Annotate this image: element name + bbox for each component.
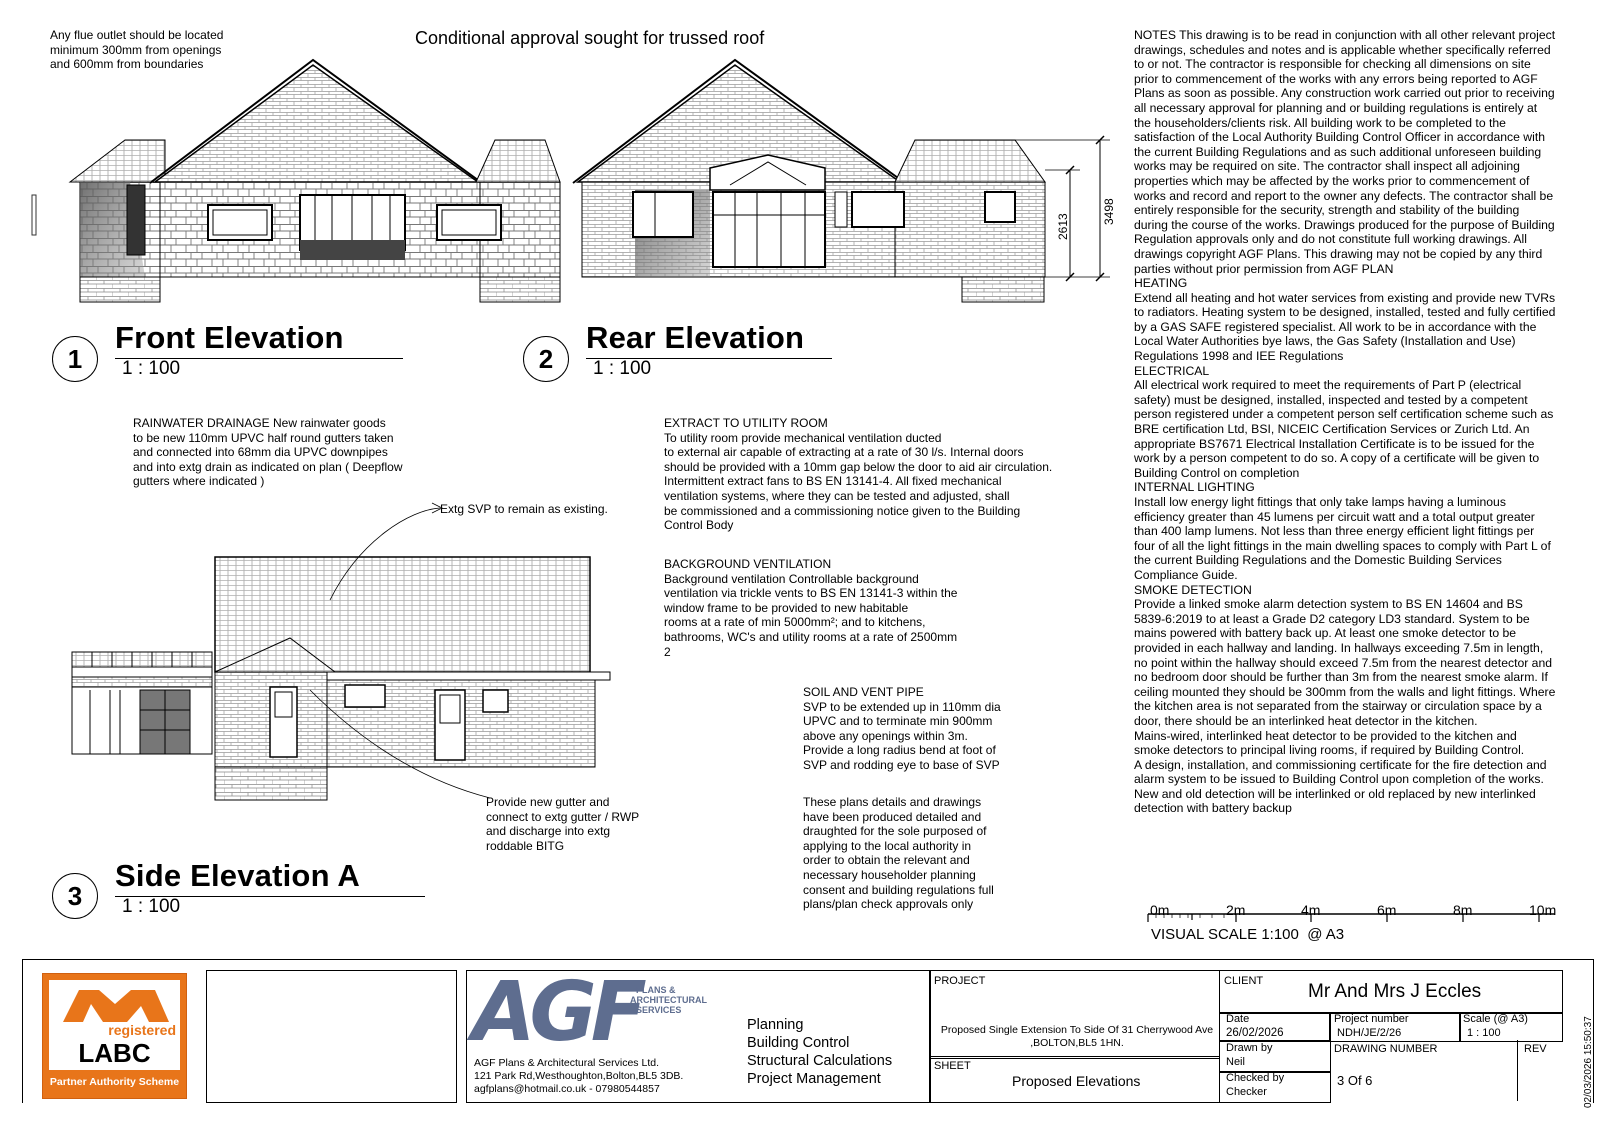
labc-registered: registered: [108, 1022, 176, 1038]
services-list: [747, 1016, 892, 1088]
dim-text-2613: 2613: [1056, 213, 1070, 240]
rev-label: REV: [1524, 1043, 1547, 1055]
scale-label-8: 8m: [1453, 902, 1473, 918]
background-ventilation-note: BACKGROUND VENTILATION Background ventilation Controllable background ventilation via trickle vents to BS EN 13141-3 within the window frame to be provided to new habitable rooms at a rate of min 5000mm²; and to kitchens, bathrooms, WC's and utility rooms at a rate of 2500mm 2: [664, 557, 958, 659]
agf-logo-text: AGF: [472, 965, 641, 1060]
front-elevation-scale: 1 : 100: [122, 358, 181, 379]
side-elevation-scale: 1 : 100: [122, 896, 181, 917]
notes-heading-smoke: SMOKE DETECTION: [1134, 582, 1252, 597]
agf-address: 121 Park Rd,Westhoughton,Bolton,BL5 3DB.: [474, 1070, 684, 1082]
notes-certificate: A design, installation, and commissioning certificate for the fire detection and alarm system to be issued to Building Control upon completion of the works.: [1134, 757, 1547, 787]
soil-vent-pipe-note: SOIL AND VENT PIPE SVP to be extended up in 110mm dia UPVC and to terminate min 900mm above any openings within 3m. Provide a long radius bend at foot of SVP and rodding eye to base of SVP: [803, 685, 1001, 772]
side-elevation-drawing: [72, 503, 610, 800]
svp-existing-note: Extg SVP to remain as existing.: [440, 502, 608, 516]
agf-logo-line2: ARCHITECTURAL: [630, 995, 707, 1005]
front-elevation-title: Front Elevation: [115, 320, 344, 355]
flue-note: Any flue outlet should be located minimum 300mm from openings and 600mm from boundaries: [50, 28, 224, 72]
rear-elevation-drawing: [573, 60, 1116, 302]
scale-label: Scale (@ A3): [1463, 1013, 1528, 1025]
side-elevation-title: Side Elevation A: [115, 858, 360, 893]
notes-lighting: Install low energy light fittings that only take lamps having a luminous efficiency greater than 45 lumens per circuit watt and a total output greater than 400 lamp lumens. Not less than three energy efficient light fittings per four of all the light fittings in the main dwelling spaces to comply with Part L of the current Building Regulations and the Domestic Building Services Compliance Guide.: [1134, 495, 1551, 582]
drawing-number-value: 3 Of 6: [1337, 1073, 1373, 1088]
service-item: Building Control: [747, 1035, 850, 1051]
project-label: PROJECT: [934, 975, 986, 987]
service-item: Project Management: [747, 1071, 881, 1087]
rear-elevation-scale: 1 : 100: [593, 358, 652, 379]
drawing-number-label: DRAWING NUMBER: [1334, 1043, 1438, 1055]
notes-smoke: Provide a linked smoke alarm detection system to BS EN 14604 and BS 5839-6:2019 to at least a Grade D2 category LD3 standard. System to be mains powered with battery back up. At least one smoke detector to be provided in each hallway and landing. In hallways exceeding 7.5m in length, no point within the hallway should exceed 7.5m from the nearest detector and no bedroom door should be further than 3m from the nearest smoke alarm. If ceiling mounted they should be 300mm from the walls and light fittings. Where the kitchen area is not separated from the stairway or circulation space by a door, there should be an interlinked heat detector in the kitchen.: [1134, 597, 1556, 728]
project-address: Proposed Single Extension To Side Of 31 Cherrywood Ave ,BOLTON,BL5 1HN.: [940, 1024, 1214, 1049]
rev-cell: [1517, 1040, 1562, 1101]
agf-company: AGF Plans & Architectural Services Ltd.: [474, 1057, 659, 1069]
blank-panel: [206, 970, 457, 1103]
agf-contact: agfplans@hotmail.co.uk - 07980544857: [474, 1083, 660, 1095]
general-notes: [1134, 28, 1556, 816]
labc-brand: LABC: [78, 1038, 151, 1068]
labc-logo: [42, 973, 187, 1099]
sheet-label: SHEET: [934, 1060, 971, 1072]
scale-label-2: 2m: [1226, 902, 1246, 918]
view-number-2: 2: [523, 336, 569, 382]
checked-by-label: Checked by: [1226, 1072, 1285, 1084]
notes-heading-heating: HEATING: [1134, 276, 1188, 291]
notes-heading-electrical: ELECTRICAL: [1134, 363, 1210, 378]
drawn-by-value: Neil: [1226, 1056, 1245, 1068]
front-elevation-drawing: [32, 60, 560, 302]
gutter-note: Provide new gutter and connect to extg gutter / RWP and discharge into extg roddable BITG: [486, 795, 640, 853]
rear-elevation-title: Rear Elevation: [586, 320, 805, 355]
notes-heading-lighting: INTERNAL LIGHTING: [1134, 480, 1255, 495]
notes-heat-detector: Mains-wired, interlinked heat detector to be provided to the kitchen and smoke detectors to principal living rooms, if required by Building Control.: [1134, 728, 1525, 758]
visual-scale-bar: [1148, 914, 1555, 922]
disclaimer-note: These plans details and drawings have been produced detailed and draughted for the sole purposed of applying to the local authority in order to obtain the relevant and necessary householder planning consent and building regulations full plans/plan check approvals only: [803, 795, 994, 912]
date-value: 26/02/2026: [1226, 1027, 1284, 1039]
view-number-1: 1: [52, 336, 98, 382]
drawn-by-label: Drawn by: [1226, 1042, 1273, 1054]
view-number-3: 3: [52, 873, 98, 919]
scale-caption: VISUAL SCALE 1:100 @ A3: [1151, 926, 1345, 943]
agf-logo: [470, 965, 707, 1060]
scale-label-10: 10m: [1529, 902, 1557, 918]
rainwater-drainage-note: RAINWATER DRAINAGE New rainwater goods to be new 110mm UPVC half round gutters taken and connected into 68mm dia UPVC downpipes and into extg drain as indicated on plan ( Deepflow gutters where indicated ): [133, 416, 403, 489]
client-label: CLIENT: [1224, 975, 1264, 987]
agf-logo-line1: PLANS &: [636, 985, 676, 995]
project-number-label: Project number: [1334, 1013, 1409, 1025]
checked-by-value: Checker: [1226, 1086, 1267, 1098]
print-timestamp: 02/03/2026 15:50:37: [1583, 1016, 1594, 1108]
scale-label-4: 4m: [1301, 902, 1321, 918]
agf-logo-line3: SERVICES: [636, 1005, 682, 1015]
service-item: Planning: [747, 1017, 804, 1033]
scale-label-6: 6m: [1377, 902, 1397, 918]
scale-value: 1 : 100: [1467, 1027, 1501, 1039]
project-number-value: NDH/JE/2/26: [1337, 1027, 1402, 1039]
service-item: Structural Calculations: [747, 1053, 893, 1069]
client-name: Mr And Mrs J Eccles: [1308, 981, 1482, 1002]
sheet-title: Proposed Elevations: [1012, 1073, 1141, 1089]
scale-label-0: 0m: [1150, 902, 1170, 918]
notes-general: NOTES This drawing is to be read in conjunction with all other relevant project drawings, schedules and notes and is applicable whether specifically referred to or not. The contractor is responsible for checking all dimensions on site prior to commencement of the works with any errors being reported to AGF Plans as soon as possible. Any construction work carried out prior to receiving all necessary approval for planning and or building regulations is entirely at the householders/clients risk. All building work to be completed to the satisfaction of the Local Authority Building Control Officer in accordance with the current Building Regulations and as such additional unforeseen building works may be required on site. The contractor shall inspect all adjoining properties which may be affected by the works prior to commencement of works and record and report to the owner any defects. The contractor shall be entirely responsible for the security, strength and stability of the building during the course of the works. Drawings produced for the purpose of Building Regulation approvals only and do not constitute full working drawings. All drawings copyright AGF Plans. This drawing may not be copied by any third parties without prior permission from AGF PLAN: [1134, 28, 1556, 276]
labc-roof-icon: [57, 986, 173, 1022]
extract-note: EXTRACT TO UTILITY ROOM To utility room provide mechanical ventilation ducted to external air capable of extracting at a rate of 30 l/s. Internal doors should be provided with a 10mm gap below the door to aid air circulation. Intermittent extract fans to BS EN 13141-4. All fixed mechanical ventilation systems, where they can be tested and adjusted, shall be commissioned and a commissioning notice given to the Building Control Body: [664, 416, 1053, 533]
notes-electrical: All electrical work required to meet the requirements of Part P (electrical safety) must be designed, installed, inspected and tested by a competent person registered under a competent person self certification scheme such as BRE certification Ltd, BSI, NICEIC Certification Services or Zurich Ltd. An appropriate BS7671 Electrical Installation Certificate is to be issued for the work by a person competent to do so. A copy of a certificate will be given to Building Control on completion: [1134, 378, 1554, 480]
date-label: Date: [1226, 1013, 1250, 1025]
labc-scheme: Partner Authority Scheme: [49, 1076, 180, 1088]
notes-heating: Extend all heating and hot water services from existing and provide new TVRs to radiators. Heating system to be designed, installed, tested and fully certified by a GAS SAFE registered specialist. All work to be in accordance with the Local Water Authorities bye laws, the Gas Safety (Installation and Use) Regulations 1998 and IEE Regulations: [1134, 290, 1556, 364]
conditional-approval-note: Conditional approval sought for trussed roof: [415, 28, 765, 48]
dim-text-3498: 3498: [1102, 198, 1116, 225]
notes-interlinked: New and old detection will be interlinked or old replaced by new interlinked detection with battery backup: [1134, 786, 1536, 816]
